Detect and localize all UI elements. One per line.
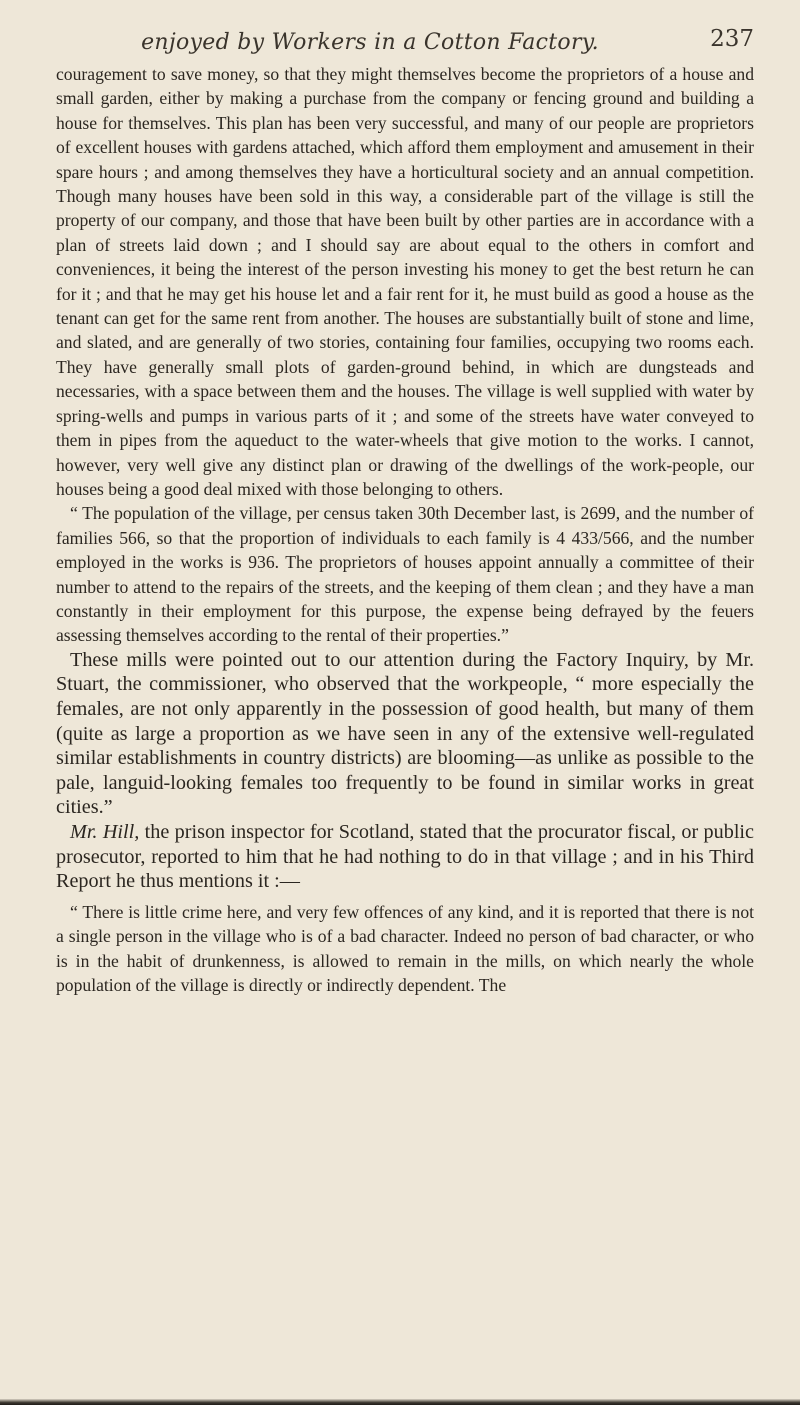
- paragraph-factory-inquiry: These mills were pointed out to our attention during the Factory Inquiry, by Mr. Stuart, the commissioner, who observed that the workpeople, “ more especially the females, are not only apparently in the possession of good health, but many of them (quite as large a proportion as we have seen in any of the extensive well-regulated similar establishments in country districts) are blooming—as unlike as possible to the pale, languid-looking females too frequently to be found in similar works in great cities.”: [56, 648, 754, 819]
- paragraph-continuation: couragement to save money, so that they might themselves become the proprietors of a house and small garden, either by making a purchase from the company or fencing ground and building a house for themselves. This plan has been very successful, and many of our people are proprietors of excellent houses with gardens attached, which afford them employment and amusement in their spare hours ; and among themselves they have a horticultural society and an annual competition. Though many houses have been sold in this way, a considerable part of the village is still the property of our company, and those that have been built by other parties are in accordance with a plan of streets laid down ; and I should say are about equal to the others in comfort and conveniences, it being the interest of the person investing his money to get the best return he can for it ; and that he may get his house let and a fair rent for it, he must build as good a house as the tenant can get for the same rent from another. The houses are substantially built of stone and lime, and slated, and are generally of two stories, containing four families, occupying two rooms each. They have generally small plots of garden-ground behind, in which are dungsteads and necessaries, with a space between them and the houses. The village is well supplied with water by spring-wells and pumps in various parts of it ; and some of the streets have water conveyed to them in pipes from the aqueduct to the water-wheels that give motion to the works. I cannot, however, very well give any distinct plan or drawing of the dwellings of the work-people, our houses being a good deal mixed with those belonging to others.: [56, 64, 754, 499]
- body-text: [56, 62, 754, 997]
- paragraph-census-quote: “ The population of the village, per census taken 30th December last, is 2699, and the number of families 566, so that the proportion of individuals to each family is 4 433/566, and the number employed in the works is 936. The proprietors of houses appoint annually a committee of their number to attend to the repairs of the streets, and the keeping of them clean ; and they have a man constantly in their employment for this purpose, the expense being defrayed by the feuers assessing themselves according to the rental of their properties.”: [56, 503, 754, 646]
- running-head: [56, 16, 754, 54]
- page-number: 237: [710, 26, 754, 52]
- quote-block: [56, 900, 754, 998]
- paragraph-prison-inspector: [56, 820, 754, 894]
- bottom-edge-shadow: [0, 1399, 800, 1405]
- paragraph-prison-inspector-text: the prison inspector for Scotland, stated that the procurator fiscal, or public prosecutor, reported to him that he had nothing to do in that village ; and in his Third Report he thus mentions it :—: [56, 820, 755, 893]
- paragraph-third-report-quote: “ There is little crime here, and very few offences of any kind, and it is reported that there is not a single person in the village who is of a bad character. Indeed no person of bad character, or who is in the habit of drunkenness, is allowed to remain in the mills, on which nearly the whole population of the village is directly or indirectly dependent. The: [56, 901, 754, 995]
- running-title: enjoyed by Workers in a Cotton Factory.: [141, 30, 599, 55]
- name-mr-hill: Mr. Hill,: [70, 820, 140, 843]
